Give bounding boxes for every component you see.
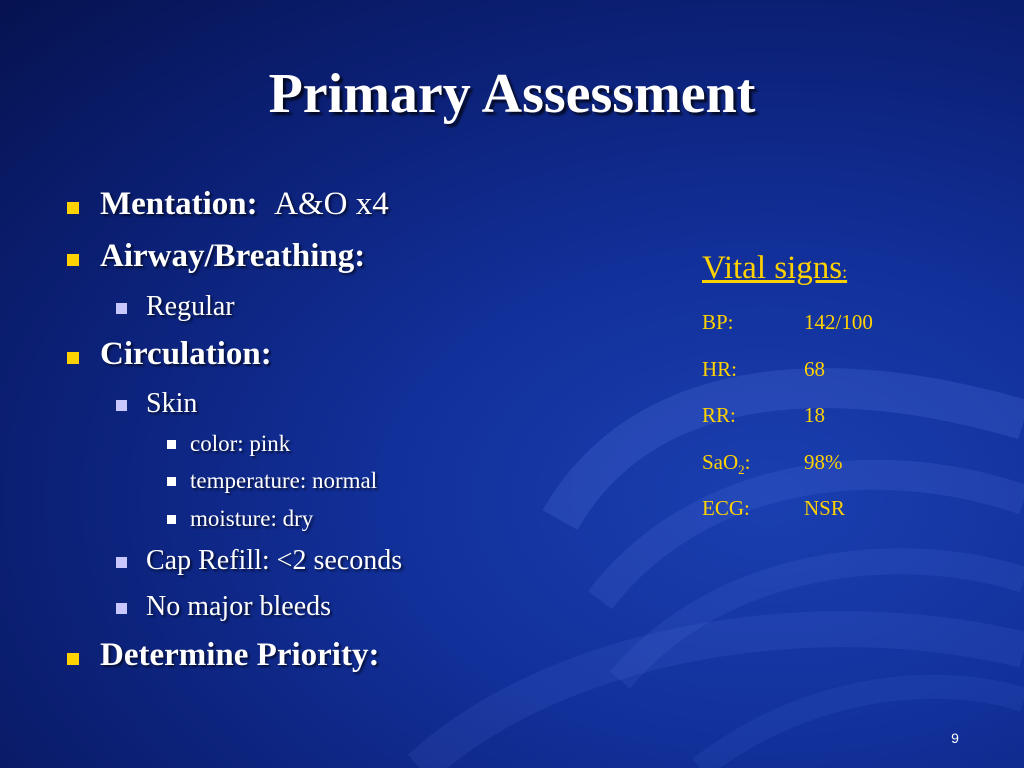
square-bullet-icon	[167, 440, 176, 449]
skin-text: Skin	[146, 388, 198, 419]
priority-label: Determine Priority:	[100, 637, 380, 673]
list-item-skin	[146, 388, 197, 420]
square-bullet-icon	[167, 477, 176, 486]
slide-title: Primary Assessment	[268, 63, 756, 125]
square-bullet-icon	[116, 400, 127, 411]
square-bullet-icon	[67, 653, 79, 665]
airway-sub-text: Regular	[146, 291, 235, 322]
vital-signs-title-colon: :	[842, 262, 848, 282]
list-item-bleeds	[146, 591, 331, 623]
list-item-skin-color	[190, 431, 290, 457]
list-item-airway-regular	[146, 291, 235, 323]
list-item-skin-moisture	[190, 506, 313, 532]
vital-label-sao2	[702, 450, 751, 478]
list-item-skin-temperature	[190, 468, 377, 494]
vital-value-sao2: 98%	[804, 450, 843, 474]
list-item-priority	[100, 637, 379, 674]
list-item-cap-refill	[146, 545, 402, 577]
page-number: 9	[951, 730, 959, 746]
square-bullet-icon	[67, 202, 79, 214]
square-bullet-icon	[167, 515, 176, 524]
square-bullet-icon	[116, 603, 127, 614]
vital-value-hr: 68	[804, 357, 825, 381]
vital-signs-panel	[702, 250, 873, 520]
list-item-mentation	[100, 186, 389, 223]
vital-label-sao2-sub: 2	[738, 462, 745, 478]
skin-color-text: color: pink	[190, 431, 291, 456]
vital-label-sao2-main: SaO	[702, 450, 739, 474]
bleeds-text: No major bleeds	[146, 591, 332, 622]
mentation-label: Mentation:	[100, 186, 258, 222]
vital-signs-title	[702, 250, 847, 287]
vital-value-ecg: NSR	[804, 496, 845, 520]
square-bullet-icon	[67, 352, 79, 364]
vital-label-sao2-end: :	[744, 450, 751, 474]
square-bullet-icon	[116, 303, 127, 314]
airway-label: Airway/Breathing:	[100, 238, 366, 274]
vital-label-ecg: ECG:	[702, 496, 750, 520]
list-item-airway	[100, 238, 365, 275]
mentation-value: A&O x4	[274, 186, 389, 222]
vital-value-rr: 18	[804, 403, 825, 427]
vital-value-bp: 142/100	[804, 310, 873, 334]
vital-label-hr: HR:	[702, 357, 738, 381]
square-bullet-icon	[116, 557, 127, 568]
skin-temperature-text: temperature: normal	[190, 468, 378, 493]
circulation-label: Circulation:	[100, 336, 272, 372]
cap-refill-text: Cap Refill: <2 seconds	[146, 545, 403, 576]
vital-label-rr: RR:	[702, 403, 736, 427]
skin-moisture-text: moisture: dry	[190, 506, 314, 531]
list-item-circulation	[100, 336, 272, 373]
vital-signs-title-text: Vital signs	[702, 250, 843, 286]
vital-label-bp: BP:	[702, 310, 734, 334]
square-bullet-icon	[67, 254, 79, 266]
